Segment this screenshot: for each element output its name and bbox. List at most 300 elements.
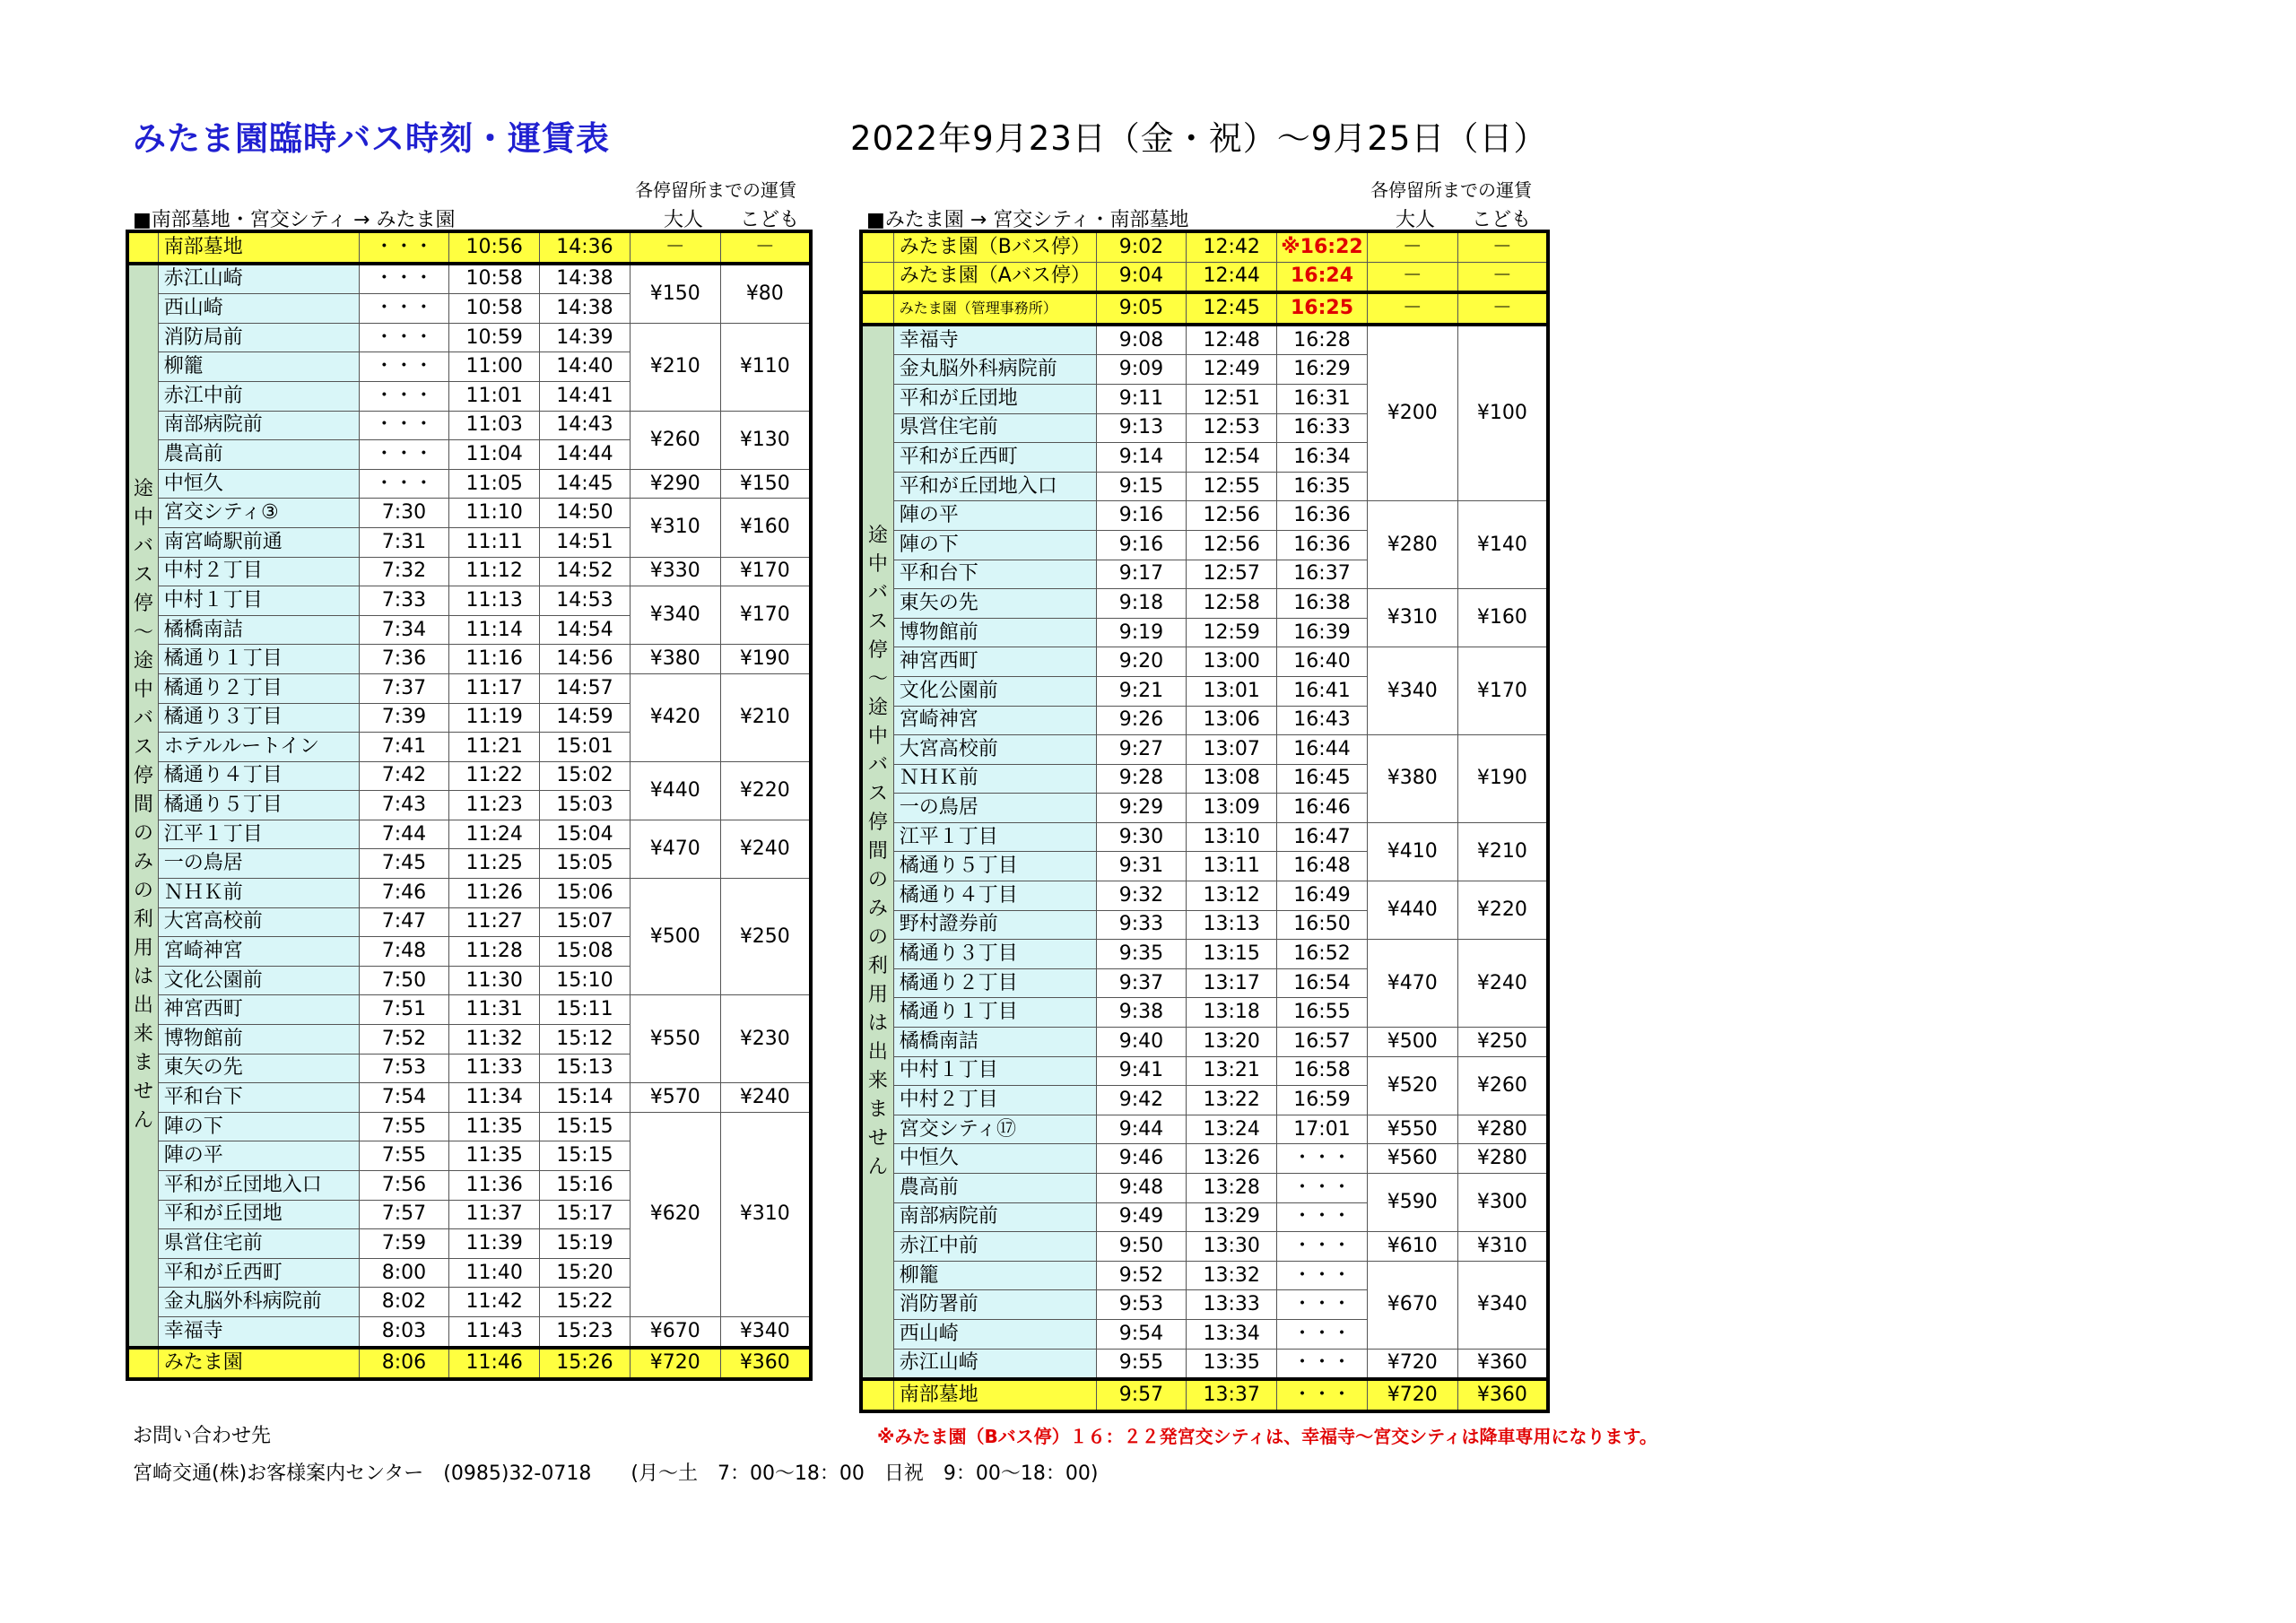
departure-time: 16:36: [1277, 530, 1368, 560]
page-title: みたま園臨時バス時刻・運賃表: [133, 119, 610, 158]
adult-fare: ¥380: [630, 645, 720, 674]
stop-name: 宮交シティ③: [158, 499, 359, 528]
side-note-text: 途中バス停～途中バス停間のみの利用は出来ません: [133, 478, 153, 1133]
departure-time: 9:41: [1096, 1056, 1187, 1086]
child-fare: ¥210: [1457, 822, 1548, 881]
departure-time: 11:40: [449, 1258, 540, 1288]
departure-time: 13:08: [1187, 764, 1277, 794]
right-timetable: [859, 230, 1550, 1413]
departure-time: 13:09: [1187, 794, 1277, 823]
table-row: [127, 1083, 811, 1113]
departure-time: 7:55: [359, 1112, 449, 1141]
departure-time: ・・・: [1277, 1379, 1368, 1411]
departure-time: 9:49: [1096, 1202, 1187, 1232]
adult-fare: ¥440: [630, 761, 720, 820]
departure-time: 12:42: [1187, 231, 1277, 262]
departure-time: 11:05: [449, 469, 540, 499]
stop-name: 消防局前: [158, 323, 359, 352]
departure-time: 10:59: [449, 323, 540, 352]
stop-name: 幸福寺: [158, 1316, 359, 1347]
departure-time: 7:41: [359, 733, 449, 762]
departure-time: 16:47: [1277, 822, 1368, 852]
adult-fare: ¥150: [630, 264, 720, 324]
stop-name: 西山崎: [158, 294, 359, 324]
row-spacer: [861, 292, 893, 325]
child-fare: ¥210: [720, 673, 811, 761]
departure-time: 16:35: [1277, 472, 1368, 501]
departure-time: 16:43: [1277, 706, 1368, 735]
departure-time: 9:32: [1096, 881, 1187, 911]
stop-name: 平和が丘西町: [158, 1258, 359, 1288]
stop-name: 平和が丘団地: [158, 1200, 359, 1229]
departure-time: 7:48: [359, 937, 449, 967]
departure-time: 13:33: [1187, 1290, 1277, 1320]
departure-time: 11:43: [449, 1316, 540, 1347]
adult-fare: ¥330: [630, 557, 720, 586]
stop-name: 金丸脳外科病院前: [158, 1288, 359, 1317]
stop-name: ホテルルートイン: [158, 733, 359, 762]
departure-time: 12:48: [1187, 325, 1277, 355]
table-row: [861, 1379, 1548, 1411]
departure-time: 15:15: [540, 1112, 631, 1141]
adult-fare: ¥290: [630, 469, 720, 499]
stop-name: 宮崎神宮: [158, 937, 359, 967]
child-fare: ¥130: [720, 411, 811, 469]
departure-time: 13:20: [1187, 1028, 1277, 1057]
stop-name: 橘通り５丁目: [158, 791, 359, 820]
departure-time: 9:27: [1096, 735, 1187, 765]
adult-fare: ¥610: [1367, 1232, 1457, 1262]
stop-name: 平和が丘西町: [893, 443, 1096, 473]
departure-time: 13:26: [1187, 1144, 1277, 1174]
departure-time: ・・・: [359, 469, 449, 499]
departure-time: 7:56: [359, 1171, 449, 1201]
departure-time: 16:48: [1277, 852, 1368, 881]
left-timetable: [126, 230, 813, 1381]
adult-fare: ¥500: [1367, 1028, 1457, 1057]
departure-time: 9:19: [1096, 618, 1187, 647]
departure-time: 9:15: [1096, 472, 1187, 501]
departure-time: 15:26: [540, 1348, 631, 1380]
stop-name: 西山崎: [893, 1319, 1096, 1349]
table-row: [127, 645, 811, 674]
stop-name: 南部病院前: [158, 411, 359, 440]
departure-time: 15:19: [540, 1229, 631, 1259]
departure-time: 16:25: [1277, 292, 1368, 325]
departure-time: 11:11: [449, 527, 540, 557]
stop-name: ＮＨＫ前: [158, 879, 359, 908]
table-row: [861, 940, 1548, 969]
departure-time: 7:57: [359, 1200, 449, 1229]
stop-name: 南宮崎駅前通: [158, 527, 359, 557]
departure-time: 15:10: [540, 966, 631, 995]
departure-time: ・・・: [1277, 1144, 1368, 1174]
departure-time: ・・・: [359, 323, 449, 352]
departure-time: 11:39: [449, 1229, 540, 1259]
departure-time: 9:38: [1096, 998, 1187, 1028]
stop-name: 橘通り３丁目: [158, 703, 359, 733]
departure-time: ・・・: [1277, 1319, 1368, 1349]
departure-time: ・・・: [359, 440, 449, 470]
departure-time: 15:22: [540, 1288, 631, 1317]
stop-name: 柳籠: [893, 1261, 1096, 1290]
departure-time: 9:55: [1096, 1349, 1187, 1379]
departure-time: 16:52: [1277, 940, 1368, 969]
departure-time: 7:52: [359, 1025, 449, 1055]
stop-name: みたま園（管理事務所）: [893, 292, 1096, 325]
departure-time: 15:03: [540, 791, 631, 820]
stop-name: 南部墓地: [893, 1379, 1096, 1411]
table-row: [861, 1056, 1548, 1086]
departure-time: 16:38: [1277, 589, 1368, 619]
departure-time: 9:17: [1096, 560, 1187, 589]
stop-name: 陣の下: [158, 1112, 359, 1141]
departure-time: 10:58: [449, 264, 540, 294]
departure-time: 13:10: [1187, 822, 1277, 852]
departure-time: ・・・: [359, 264, 449, 294]
departure-time: 9:21: [1096, 676, 1187, 706]
row-spacer: [861, 1379, 893, 1411]
departure-time: 7:31: [359, 527, 449, 557]
departure-time: 15:14: [540, 1083, 631, 1113]
departure-time: 9:54: [1096, 1319, 1187, 1349]
adult-fare: ¥550: [630, 995, 720, 1083]
stop-name: 金丸脳外科病院前: [893, 355, 1096, 385]
departure-time: 11:34: [449, 1083, 540, 1113]
departure-time: 11:22: [449, 761, 540, 791]
adult-fare: ¥310: [630, 499, 720, 557]
departure-time: 11:33: [449, 1054, 540, 1083]
departure-time: 13:06: [1187, 706, 1277, 735]
adult-fare: ¥380: [1367, 735, 1457, 823]
departure-time: 11:23: [449, 791, 540, 820]
departure-time: 16:50: [1277, 910, 1368, 940]
child-fare: ¥340: [1457, 1261, 1548, 1349]
departure-time: 11:12: [449, 557, 540, 586]
stop-name: 農高前: [158, 440, 359, 470]
adult-fare: ¥670: [1367, 1261, 1457, 1349]
departure-time: 15:13: [540, 1054, 631, 1083]
departure-time: 11:17: [449, 673, 540, 703]
departure-time: 14:44: [540, 440, 631, 470]
departure-time: 9:11: [1096, 384, 1187, 413]
departure-time: 8:00: [359, 1258, 449, 1288]
departure-time: 15:07: [540, 907, 631, 937]
adult-fare: ¥720: [1367, 1349, 1457, 1379]
child-fare: ¥280: [1457, 1115, 1548, 1144]
departure-time: 17:01: [1277, 1115, 1368, 1144]
departure-time: 13:37: [1187, 1379, 1277, 1411]
adult-fare: －: [1367, 262, 1457, 292]
table-row: [861, 735, 1548, 765]
row-spacer: [127, 1348, 158, 1380]
adult-fare: ¥340: [630, 586, 720, 645]
stop-name: 幸福寺: [893, 325, 1096, 355]
departure-time: 16:57: [1277, 1028, 1368, 1057]
departure-time: 9:16: [1096, 501, 1187, 531]
stop-name: 博物館前: [893, 618, 1096, 647]
child-fare: ¥240: [1457, 940, 1548, 1028]
stop-name: 平和が丘団地入口: [893, 472, 1096, 501]
right-fare-caption: 各停留所までの運賃: [1370, 179, 1532, 201]
side-note-text: 途中バス停～途中バス停間のみの利用は出来ません: [867, 524, 888, 1178]
departure-time: 9:30: [1096, 822, 1187, 852]
departure-time: 9:46: [1096, 1144, 1187, 1174]
departure-time: 16:49: [1277, 881, 1368, 911]
departure-time: 7:51: [359, 995, 449, 1025]
table-row: [127, 673, 811, 703]
departure-time: 16:33: [1277, 413, 1368, 443]
departure-time: 9:02: [1096, 231, 1187, 262]
departure-time: 9:28: [1096, 764, 1187, 794]
departure-time: 14:59: [540, 703, 631, 733]
departure-time: 9:29: [1096, 794, 1187, 823]
stop-name: 橘通り１丁目: [893, 998, 1096, 1028]
stop-name: 中恒久: [893, 1144, 1096, 1174]
departure-time: 9:48: [1096, 1174, 1187, 1203]
departure-time: 9:57: [1096, 1379, 1187, 1411]
departure-time: 11:14: [449, 615, 540, 645]
departure-time: 11:37: [449, 1200, 540, 1229]
adult-fare: ¥310: [1367, 589, 1457, 647]
departure-time: 11:36: [449, 1171, 540, 1201]
adult-fare: ¥470: [1367, 940, 1457, 1028]
departure-time: 7:55: [359, 1141, 449, 1171]
child-fare: ¥360: [1457, 1349, 1548, 1379]
child-fare: ¥310: [1457, 1232, 1548, 1262]
departure-time: 7:50: [359, 966, 449, 995]
side-note: [861, 325, 893, 1379]
side-note: [127, 264, 158, 1348]
stop-name: 宮崎神宮: [893, 706, 1096, 735]
table-row: [127, 1112, 811, 1141]
stop-name: 神宮西町: [893, 647, 1096, 677]
departure-time: 15:11: [540, 995, 631, 1025]
adult-fare: ¥280: [1367, 501, 1457, 589]
departure-time: ・・・: [359, 352, 449, 382]
date-range: 2022年9月23日（金・祝）～9月25日（日）: [850, 119, 1548, 158]
adult-fare: ¥210: [630, 323, 720, 411]
child-fare: －: [1457, 292, 1548, 325]
stop-name: 赤江山崎: [893, 1349, 1096, 1379]
stop-name: 陣の下: [893, 530, 1096, 560]
stop-name: 中村１丁目: [893, 1056, 1096, 1086]
departure-time: ・・・: [1277, 1232, 1368, 1262]
departure-time: 13:13: [1187, 910, 1277, 940]
stop-name: 橘通り２丁目: [158, 673, 359, 703]
child-fare: ¥250: [1457, 1028, 1548, 1057]
departure-time: 11:13: [449, 586, 540, 616]
departure-time: 14:51: [540, 527, 631, 557]
table-row: [861, 325, 1548, 355]
adult-fare: －: [1367, 231, 1457, 262]
table-row: [127, 469, 811, 499]
departure-time: 8:02: [359, 1288, 449, 1317]
child-fare: ¥110: [720, 323, 811, 411]
departure-time: 16:40: [1277, 647, 1368, 677]
left-child-header: こども: [739, 209, 799, 231]
departure-time: 11:35: [449, 1112, 540, 1141]
departure-time: 12:59: [1187, 618, 1277, 647]
child-fare: －: [720, 231, 811, 264]
table-row: [127, 1348, 811, 1380]
departure-time: ・・・: [359, 411, 449, 440]
departure-time: 16:54: [1277, 968, 1368, 998]
child-fare: ¥300: [1457, 1174, 1548, 1232]
departure-time: 7:43: [359, 791, 449, 820]
adult-fare: ¥590: [1367, 1174, 1457, 1232]
departure-time: 13:17: [1187, 968, 1277, 998]
stop-name: 平和台下: [893, 560, 1096, 589]
departure-time: 13:18: [1187, 998, 1277, 1028]
departure-time: 9:14: [1096, 443, 1187, 473]
departure-time: 13:30: [1187, 1232, 1277, 1262]
stop-name: 消防署前: [893, 1290, 1096, 1320]
stop-name: 文化公園前: [158, 966, 359, 995]
stop-name: 宮交シティ⑰: [893, 1115, 1096, 1144]
adult-fare: ¥670: [630, 1316, 720, 1347]
stop-name: 平和が丘団地入口: [158, 1171, 359, 1201]
child-fare: ¥160: [720, 499, 811, 557]
departure-time: 9:44: [1096, 1115, 1187, 1144]
departure-time: 14:53: [540, 586, 631, 616]
departure-time: 13:15: [1187, 940, 1277, 969]
stop-name: 中村２丁目: [158, 557, 359, 586]
departure-time: 14:39: [540, 323, 631, 352]
stop-name: 県営住宅前: [893, 413, 1096, 443]
departure-time: 12:44: [1187, 262, 1277, 292]
child-fare: ¥170: [1457, 647, 1548, 735]
departure-time: 13:07: [1187, 735, 1277, 765]
stop-name: 橘橋南詰: [158, 615, 359, 645]
adult-fare: ¥720: [630, 1348, 720, 1380]
table-row: [861, 501, 1548, 531]
stop-name: 東矢の先: [893, 589, 1096, 619]
table-row: [127, 411, 811, 440]
left-section-title: ■南部墓地・宮交シティ → みたま園: [133, 209, 456, 231]
adult-fare: ¥520: [1367, 1056, 1457, 1115]
table-row: [861, 231, 1548, 262]
departure-time: 7:54: [359, 1083, 449, 1113]
child-fare: ¥170: [720, 557, 811, 586]
left-fare-caption: 各停留所までの運賃: [635, 179, 796, 201]
table-row: [127, 761, 811, 791]
child-fare: ¥230: [720, 995, 811, 1083]
departure-time: 12:49: [1187, 355, 1277, 385]
departure-time: 9:53: [1096, 1290, 1187, 1320]
child-fare: ¥160: [1457, 589, 1548, 647]
departure-time: 7:47: [359, 907, 449, 937]
adult-fare: －: [630, 231, 720, 264]
departure-time: 12:58: [1187, 589, 1277, 619]
child-fare: ¥190: [720, 645, 811, 674]
departure-time: 16:31: [1277, 384, 1368, 413]
departure-time: 10:56: [449, 231, 540, 264]
stop-name: 橘通り２丁目: [893, 968, 1096, 998]
table-row: [127, 557, 811, 586]
departure-time: 9:35: [1096, 940, 1187, 969]
departure-time: 14:45: [540, 469, 631, 499]
departure-time: 16:39: [1277, 618, 1368, 647]
departure-time: 12:51: [1187, 384, 1277, 413]
stop-name: 江平１丁目: [893, 822, 1096, 852]
departure-time: 11:04: [449, 440, 540, 470]
adult-fare: ¥720: [1367, 1379, 1457, 1411]
departure-time: 8:03: [359, 1316, 449, 1347]
table-row: [861, 1144, 1548, 1174]
departure-time: 13:32: [1187, 1261, 1277, 1290]
stop-name: 柳籠: [158, 352, 359, 382]
departure-time: ・・・: [359, 231, 449, 264]
departure-time: 16:58: [1277, 1056, 1368, 1086]
stop-name: 陣の平: [158, 1141, 359, 1171]
stop-name: 大宮高校前: [893, 735, 1096, 765]
child-fare: ¥150: [720, 469, 811, 499]
departure-time: 16:36: [1277, 501, 1368, 531]
departure-time: 7:37: [359, 673, 449, 703]
departure-time: 16:24: [1277, 262, 1368, 292]
row-spacer: [861, 231, 893, 262]
stop-name: 陣の平: [893, 501, 1096, 531]
departure-time: 12:56: [1187, 530, 1277, 560]
stop-name: 中恒久: [158, 469, 359, 499]
stop-name: 東矢の先: [158, 1054, 359, 1083]
departure-time: 11:25: [449, 849, 540, 879]
adult-fare: ¥200: [1367, 325, 1457, 501]
departure-time: 13:28: [1187, 1174, 1277, 1203]
row-spacer: [861, 262, 893, 292]
departure-time: 7:34: [359, 615, 449, 645]
child-fare: ¥360: [1457, 1379, 1548, 1411]
departure-time: ・・・: [1277, 1202, 1368, 1232]
departure-time: 7:44: [359, 820, 449, 849]
departure-time: 13:00: [1187, 647, 1277, 677]
stop-name: みたま園（Aバス停）: [893, 262, 1096, 292]
departure-time: 13:29: [1187, 1202, 1277, 1232]
right-section-title: ■みたま園 → 宮交シティ・南部墓地: [866, 209, 1189, 231]
departure-time: 7:33: [359, 586, 449, 616]
departure-time: 9:52: [1096, 1261, 1187, 1290]
departure-time: 16:44: [1277, 735, 1368, 765]
departure-time: 7:39: [359, 703, 449, 733]
stop-name: 赤江中前: [893, 1232, 1096, 1262]
child-fare: ¥240: [720, 1083, 811, 1113]
child-fare: ¥260: [1457, 1056, 1548, 1115]
table-row: [127, 879, 811, 908]
departure-time: 11:16: [449, 645, 540, 674]
departure-time: 9:31: [1096, 852, 1187, 881]
departure-time: 14:36: [540, 231, 631, 264]
stop-name: 中村１丁目: [158, 586, 359, 616]
departure-time: ・・・: [1277, 1261, 1368, 1290]
departure-time: 12:55: [1187, 472, 1277, 501]
table-row: [861, 1232, 1548, 1262]
departure-time: 9:20: [1096, 647, 1187, 677]
departure-time: 14:41: [540, 381, 631, 411]
departure-time: 9:42: [1096, 1086, 1187, 1115]
stop-name: 橘橋南詰: [893, 1028, 1096, 1057]
stop-name: 南部病院前: [893, 1202, 1096, 1232]
child-fare: ¥240: [720, 820, 811, 878]
stop-name: 赤江中前: [158, 381, 359, 411]
stop-name: 神宮西町: [158, 995, 359, 1025]
departure-time: 15:01: [540, 733, 631, 762]
departure-time: 11:03: [449, 411, 540, 440]
departure-time: 11:31: [449, 995, 540, 1025]
departure-time: 9:40: [1096, 1028, 1187, 1057]
departure-time: 7:53: [359, 1054, 449, 1083]
child-fare: －: [1457, 231, 1548, 262]
